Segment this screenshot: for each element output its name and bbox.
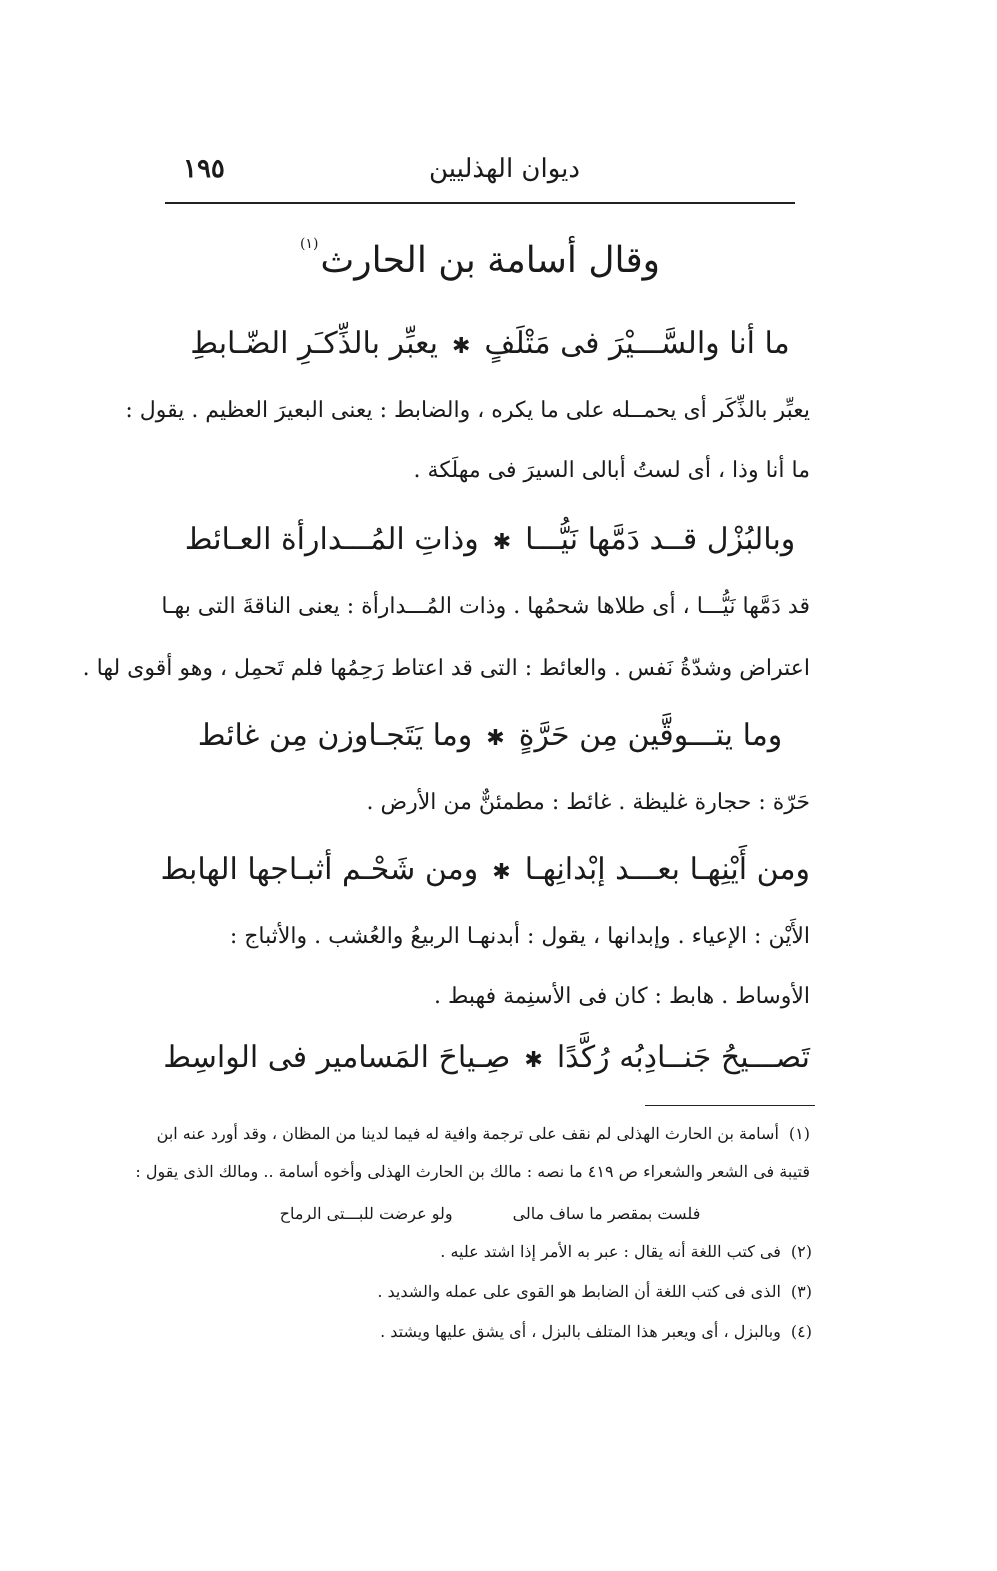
commentary-line-6: الأَيْن : الإعياء . وإبدانها ، يقول : أبدنهـا الربيعُ والعُشب . والأثباج :	[229, 924, 810, 949]
commentary-line-7: الأوساط . هابط : كان فى الأسنِمة فهبط .	[433, 984, 810, 1009]
commentary-line-4: اعتراض وشدّةُ نَفس . والعائط : التى قد اعتاط رَحِمُها فلم تَحمِل ، وهو أقوى لها .	[82, 656, 810, 681]
verse-2	[170, 522, 810, 557]
hemistich-separator: ✱	[486, 726, 505, 751]
hemistich-separator: ✱	[492, 530, 512, 555]
footnote-1-verse-first: فلست بمقصر ما ساف مالى	[512, 1204, 701, 1223]
footnote-1-verse	[170, 1204, 810, 1223]
hemistich-separator: ✱	[492, 860, 511, 885]
footnote-3-text: الذى فى كتب اللغة أن الضابط هو القوى على عمله والشديد .	[377, 1282, 781, 1301]
running-head	[165, 150, 795, 196]
hemistich-separator: ✱	[524, 1048, 543, 1073]
verse-4-second-hemistich: ومن شَحْـم أثبـاجها الهابط	[160, 852, 479, 887]
verse-3	[170, 718, 810, 753]
hemistich-separator: ✱	[451, 334, 471, 359]
verse-1-first-hemistich: ما أنا والسَّـــيْرَ فى مَتْلَفٍ	[484, 326, 790, 361]
page-number: ١٩٥	[183, 154, 225, 184]
footnote-4-number: (٤)	[790, 1322, 812, 1341]
running-head-title: ديوان الهذليين	[428, 154, 580, 184]
footnote-1-line-1	[156, 1124, 810, 1143]
verse-3-second-hemistich: وما يَتَجـاوزن مِن غائط	[197, 718, 473, 753]
verse-2-first-hemistich: وبالبُزْل قــد دَمَّها نَيُّـــا	[525, 522, 796, 557]
verse-4-first-hemistich: ومن أَيْنِهـا بعـــد إبْدانِهـا	[524, 852, 810, 887]
verse-5-second-hemistich: صِـياحَ المَسامير فى الواسِط	[163, 1040, 511, 1075]
footnote-1-text-1: أسامة بن الحارث الهذلى لم نقف على ترجمة وافية له فيما لدينا من المظان ، وقد أورد عنه ابن	[156, 1124, 779, 1143]
footnote-2-number: (٢)	[790, 1242, 812, 1261]
footnote-4	[172, 1322, 812, 1341]
footnote-2	[172, 1242, 812, 1261]
footnote-3	[172, 1282, 812, 1301]
verse-4	[160, 852, 810, 887]
footnote-1-line-2: قتيبة فى الشعر والشعراء ص ٤١٩ ما نصه : مالك بن الحارث الهذلى وأخوه أسامة .. ومالك الذى يقول :	[135, 1162, 810, 1181]
verse-2-second-hemistich: وذاتِ المُـــدارأة العـائط	[184, 522, 479, 557]
header-rule	[165, 202, 795, 204]
footnote-4-text: وبالبزل ، أى ويعبر هذا المتلف بالبزل ، أى يشق عليها ويشتد .	[380, 1322, 781, 1341]
footnote-rule	[645, 1105, 815, 1106]
footnote-ref-1: (١)	[299, 236, 319, 252]
footnote-1-verse-second: ولو عرضت للبـــتى الرماح	[279, 1204, 453, 1223]
verse-1	[170, 326, 810, 361]
verse-5-first-hemistich: تَصـــيحُ جَنــادِبُه رُكَّدًا	[556, 1040, 810, 1075]
commentary-line-5: حَرّة : حجارة غليظة . غائط : مطمئنٌّ من الأرض .	[366, 790, 810, 815]
footnote-2-text: فى كتب اللغة أنه يقال : عبر به الأمر إذا اشتد عليه .	[440, 1242, 781, 1261]
verse-3-first-hemistich: وما يتـــوقَّين مِن حَرَّةٍ	[518, 718, 783, 753]
commentary-line-3: قد دَمَّها نَيُّـــا ، أى طلاها شحمُها . وذات المُـــدارأة : يعنى الناقةَ التى بهـا	[161, 594, 810, 619]
commentary-line-1: يعبِّر بالذِّكَر أى يحمــله على ما يكره ، والضابط : يعنى البعيرَ العظيم . يقول :	[125, 398, 810, 423]
footnote-3-number: (٣)	[790, 1282, 812, 1301]
poem-title-text: وقال أسامة بن الحارث	[320, 240, 661, 281]
poem-title	[165, 236, 795, 281]
verse-5	[163, 1040, 810, 1075]
verse-1-second-hemistich: يعبِّر بالذِّكـَرِ الضّـابطِ	[190, 326, 438, 361]
commentary-line-2: ما أنا وذا ، أى لستُ أبالى السيرَ فى مهلَكة .	[413, 458, 810, 483]
footnote-1-number: (١)	[788, 1124, 810, 1143]
